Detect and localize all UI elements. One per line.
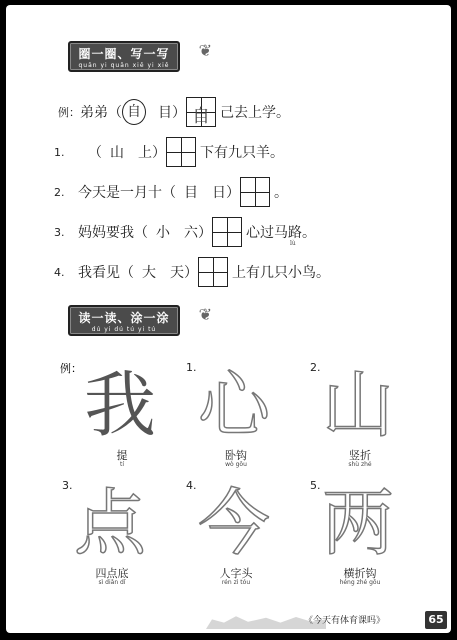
item-before: 今天是一月十（	[78, 185, 176, 201]
item-option1[interactable]: 小	[156, 225, 170, 241]
item-option2[interactable]: 日	[212, 185, 226, 201]
card-number: 3.	[62, 479, 73, 492]
section2-example-label: 例：	[60, 362, 82, 375]
item-after: 心过马路。	[246, 225, 316, 241]
item-option1[interactable]: 目	[184, 185, 198, 201]
stroke-name: 提	[116, 449, 128, 462]
char-card-1	[186, 361, 286, 471]
answer-grid-box[interactable]	[212, 217, 242, 247]
worksheet-page	[6, 5, 451, 633]
outline-character[interactable]: 心	[198, 363, 271, 447]
exercise-item-1	[54, 137, 284, 167]
section1-pinyin: quān yi quān xiě yi xiě	[78, 62, 170, 69]
item-option2[interactable]: 六	[184, 225, 198, 241]
traced-character: 我	[84, 363, 157, 447]
answer-grid-box[interactable]	[166, 137, 196, 167]
section1-sign	[68, 41, 179, 72]
example-filled-char: 自	[192, 106, 210, 127]
stroke-name: 人字头	[219, 567, 253, 580]
example-before: 弟弟（	[80, 105, 122, 121]
example-after: 己去上学。	[220, 105, 290, 121]
stroke-name: 横折钩	[343, 567, 377, 580]
example-grid-box	[186, 97, 216, 127]
answer-grid-box[interactable]	[240, 177, 270, 207]
example-close: ）	[172, 105, 186, 121]
stroke-name: 卧钩	[225, 449, 247, 462]
stroke-pinyin: wò gōu	[225, 461, 247, 468]
item-after: 。	[274, 185, 288, 201]
section2-title: 读一读、涂一涂	[78, 311, 170, 325]
card-number: 1.	[186, 361, 197, 374]
item-option1[interactable]: 大	[142, 265, 156, 281]
item-number: 2.	[54, 185, 65, 199]
item-close: ）	[198, 225, 212, 241]
item-before: （	[88, 145, 102, 161]
item-option2[interactable]: 天	[170, 265, 184, 281]
stroke-pinyin: shù zhé	[348, 461, 372, 468]
item-close: ）	[152, 145, 166, 161]
stroke-name: 四点底	[95, 567, 129, 580]
section2-pinyin: dú yi dú tú yi tú	[91, 326, 157, 333]
item-number: 3.	[54, 225, 65, 239]
pinyin-note: lù	[290, 240, 296, 247]
page-footer	[206, 605, 451, 633]
stroke-pinyin: rén zì tóu	[221, 579, 251, 586]
exercise-item-4	[54, 257, 330, 287]
answer-grid-box[interactable]	[198, 257, 228, 287]
card-number: 2.	[310, 361, 321, 374]
exercise-item-3	[54, 217, 316, 247]
item-after: 上有几只小鸟。	[232, 265, 330, 281]
item-number: 1.	[54, 145, 65, 159]
item-after: 下有九只羊。	[200, 145, 284, 161]
char-card-example	[72, 361, 172, 471]
char-card-5	[310, 479, 410, 589]
item-before: 我看见（	[78, 265, 134, 281]
exercise-item-2	[54, 177, 288, 207]
circled-answer: 自	[122, 99, 146, 125]
card-number: 4.	[186, 479, 197, 492]
item-close: ）	[226, 185, 240, 201]
outline-character[interactable]: 两	[322, 481, 395, 565]
page-number: 65	[425, 611, 447, 629]
char-card-4	[186, 479, 286, 589]
section1-title: 圈一圈、写一写	[78, 47, 170, 61]
section2-banner	[58, 305, 212, 336]
item-before: 妈妈要我（	[78, 225, 148, 241]
stroke-pinyin: héng zhé gōu	[339, 579, 381, 586]
section2-sign	[68, 305, 179, 336]
char-card-3	[62, 479, 162, 589]
outline-character[interactable]: 今	[198, 481, 271, 565]
item-option2[interactable]: 上	[138, 145, 152, 161]
card-number: 5.	[310, 479, 321, 492]
example-option2: 目	[158, 105, 172, 121]
leaf-icon: ❦	[198, 305, 212, 324]
stroke-name: 竖折	[349, 449, 371, 462]
example-label: 例：	[58, 106, 80, 119]
item-close: ）	[184, 265, 198, 281]
item-number: 4.	[54, 265, 65, 279]
section1-banner	[58, 41, 212, 72]
stroke-pinyin: sì diǎn dǐ	[98, 579, 126, 586]
leaf-icon: ❦	[198, 41, 212, 60]
item-option1[interactable]: 山	[110, 145, 124, 161]
example-row	[58, 97, 290, 127]
stroke-pinyin: tí	[119, 461, 125, 468]
outline-character[interactable]: 点	[74, 481, 147, 565]
char-card-2	[310, 361, 410, 471]
book-title: 《今天有体育课吗》	[304, 616, 386, 626]
outline-character[interactable]: 山	[322, 363, 395, 447]
